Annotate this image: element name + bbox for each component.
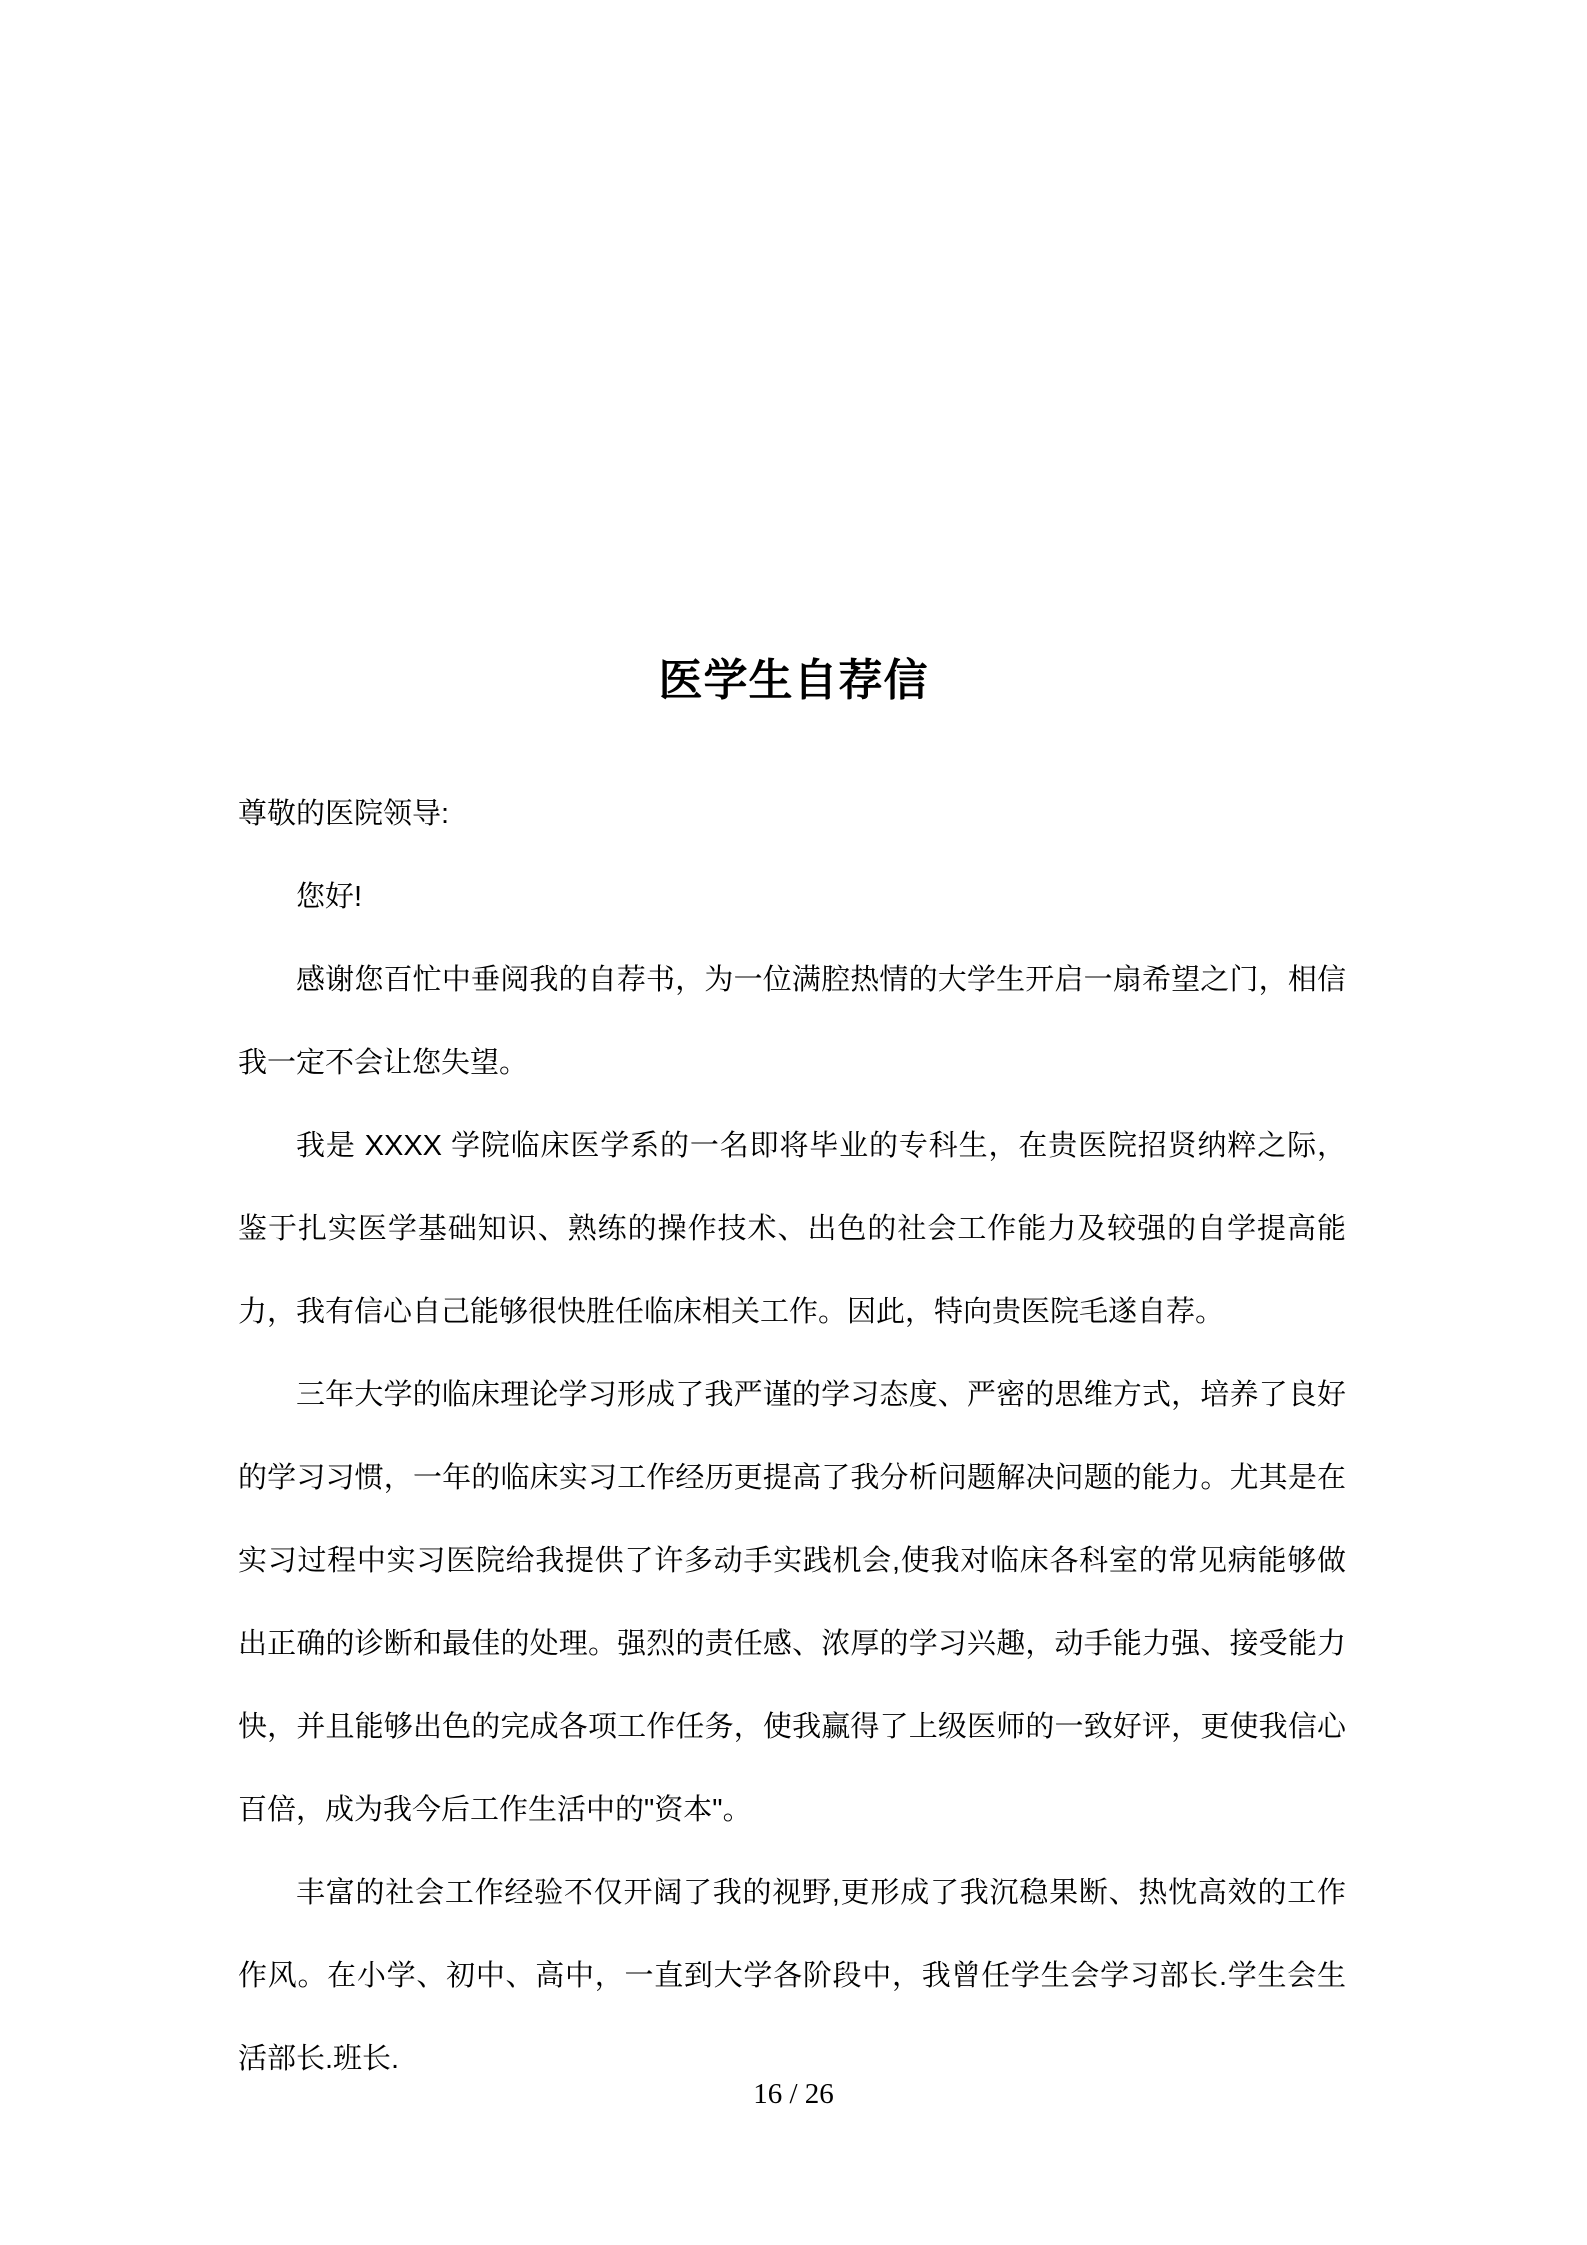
paragraph-social-experience: 丰富的社会工作经验不仅开阔了我的视野,更形成了我沉稳果断、热忱高效的工作作风。在小学、初中、高中，一直到大学各阶段中，我曾任学生会学习部长.学生会生活部长.班长. xyxy=(238,1877,1346,2075)
document-title: 医学生自荐信 xyxy=(658,656,929,705)
paragraph-salutation: 尊敬的医院领导: xyxy=(238,798,450,830)
page-number-indicator: 16 / 26 xyxy=(753,2078,834,2110)
paragraph-self-introduction: 我是 XXXX 学院临床医学系的一名即将毕业的专科生，在贵医院招贤纳粹之际，鉴于扎实医学基础知识、熟练的操作技术、出色的社会工作能力及较强的自学提高能力，我有信心自己能够很快胜任临床相关工作。因此，特向贵医院毛遂自荐。 xyxy=(238,1130,1346,1328)
paragraph-thanks: 感谢您百忙中垂阅我的自荐书，为一位满腔热情的大学生开启一扇希望之门，相信我一定不会让您失望。 xyxy=(238,964,1346,1079)
document-body xyxy=(238,773,1346,2101)
paragraph-greeting: 您好! xyxy=(296,881,363,913)
paragraph-study-experience: 三年大学的临床理论学习形成了我严谨的学习态度、严密的思维方式，培养了良好的学习习惯，一年的临床实习工作经历更提高了我分析问题解决问题的能力。尤其是在实习过程中实习医院给我提供了许多动手实践机会,使我对临床各科室的常见病能够做出正确的诊断和最佳的处理。强烈的责任感、浓厚的学习兴趣，动手能力强、接受能力快，并且能够出色的完成各项工作任务，使我赢得了上级医师的一致好评，更使我信心百倍，成为我今后工作生活中的"资本"。 xyxy=(238,1379,1346,1826)
